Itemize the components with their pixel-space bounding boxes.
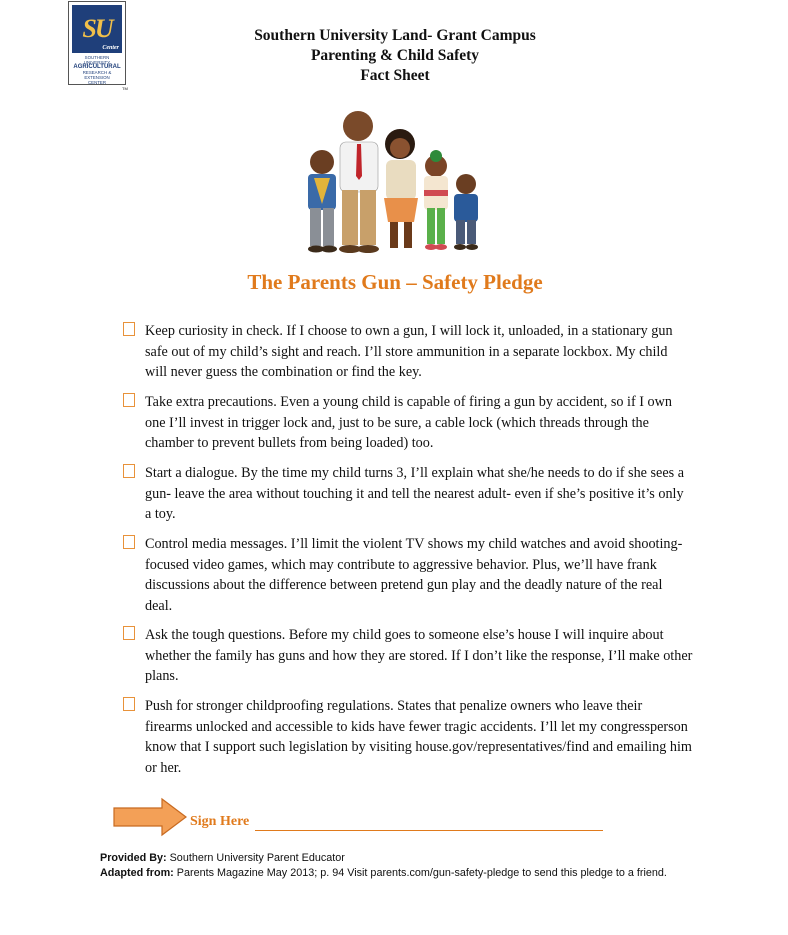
pledge-checkbox[interactable] bbox=[123, 393, 135, 407]
logo-script: Center bbox=[102, 45, 119, 51]
pledge-item-text: Push for stronger childproofing regulations. States that penalize owners who leave their firearms unlocked and accessible to kids have fewer tragic accidents. I’ll let my congressperson know that I support such legislation by visiting house.gov/representatives/find and emailing him or her. bbox=[145, 698, 692, 776]
adapted-from-label: Adapted from: bbox=[100, 867, 174, 879]
logo-line-3: RESEARCH & EXTENSION bbox=[82, 70, 112, 80]
logo-monogram: SU bbox=[82, 14, 112, 43]
pledge-checkbox[interactable] bbox=[123, 697, 135, 711]
university-logo bbox=[68, 1, 126, 85]
header-line-3: Fact Sheet bbox=[360, 67, 430, 84]
provided-by bbox=[100, 851, 700, 866]
pledge-item-text: Start a dialogue. By the time my child turns 3, I’ll explain what she/he needs to do if she sees a gun- leave the area without touching it and tell the nearest adult- even if she’s positive it’s only a toy. bbox=[145, 465, 685, 522]
provided-by-label: Provided By: bbox=[100, 852, 167, 864]
pledge-item-text: Keep curiosity in check. If I choose to own a gun, I will lock it, unloaded, in a stationary gun safe out of my child’s sight and reach. I’ll store ammunition in a separate lockbox. My child will never guess the combination or find the key. bbox=[145, 323, 673, 380]
girl-figure bbox=[424, 150, 448, 250]
pledge-checkbox[interactable] bbox=[123, 535, 135, 549]
arrow-right-icon bbox=[112, 797, 188, 837]
pledge-item-text: Take extra precautions. Even a young child is capable of firing a gun by accident, so if I own one I’ll invest in trigger lock and, just to be sure, a cable lock (which threads through the chamber to prevent bullets from being loaded) too. bbox=[145, 394, 672, 451]
pledge-item-text: Control media messages. I’ll limit the violent TV shows my child watches and avoid shooting-focused video games, which may contribute to aggressive behavior. Plus, we’ll have frank discussions about the difference between pretend gun play and the deadly nature of the real deal. bbox=[145, 536, 683, 614]
logo-mark bbox=[72, 5, 122, 53]
mother-figure bbox=[384, 129, 418, 248]
pledge-checkbox[interactable] bbox=[123, 626, 135, 640]
boy-figure bbox=[308, 150, 337, 253]
logo-line-2: AGRICULTURAL bbox=[73, 64, 121, 70]
provided-by-value: Southern University Parent Educator bbox=[166, 852, 345, 864]
page-header bbox=[150, 26, 640, 86]
header-line-1: Southern University Land- Grant Campus bbox=[254, 27, 536, 44]
small-boy-figure bbox=[454, 174, 478, 250]
pledge-checkbox[interactable] bbox=[123, 464, 135, 478]
pledge-checkbox[interactable] bbox=[123, 322, 135, 336]
pledge-title: The Parents Gun – Safety Pledge bbox=[247, 270, 543, 294]
logo-text bbox=[71, 55, 123, 85]
father-figure bbox=[339, 111, 379, 253]
footer bbox=[100, 851, 700, 881]
logo-line-1: SOUTHERN UNIVERSITY bbox=[83, 55, 111, 65]
logo-line-4: CENTER bbox=[87, 80, 107, 85]
signature-line[interactable] bbox=[255, 830, 603, 831]
adapted-from-value: Parents Magazine May 2013; p. 94 Visit parents.com/gun-safety-pledge to send this pledge to a friend. bbox=[173, 867, 667, 879]
family-illustration bbox=[300, 104, 490, 259]
trademark: TM bbox=[122, 86, 128, 91]
sign-here-label: Sign Here bbox=[190, 814, 250, 829]
header-line-2: Parenting & Child Safety bbox=[310, 47, 480, 64]
pledge-item-text: Ask the tough questions. Before my child goes to someone else’s house I will inquire about whether the family has guns and how they are stored. If I don’t like the response, I’ll make other plans. bbox=[145, 627, 693, 684]
signature-area bbox=[112, 797, 612, 837]
adapted-from bbox=[100, 866, 700, 881]
